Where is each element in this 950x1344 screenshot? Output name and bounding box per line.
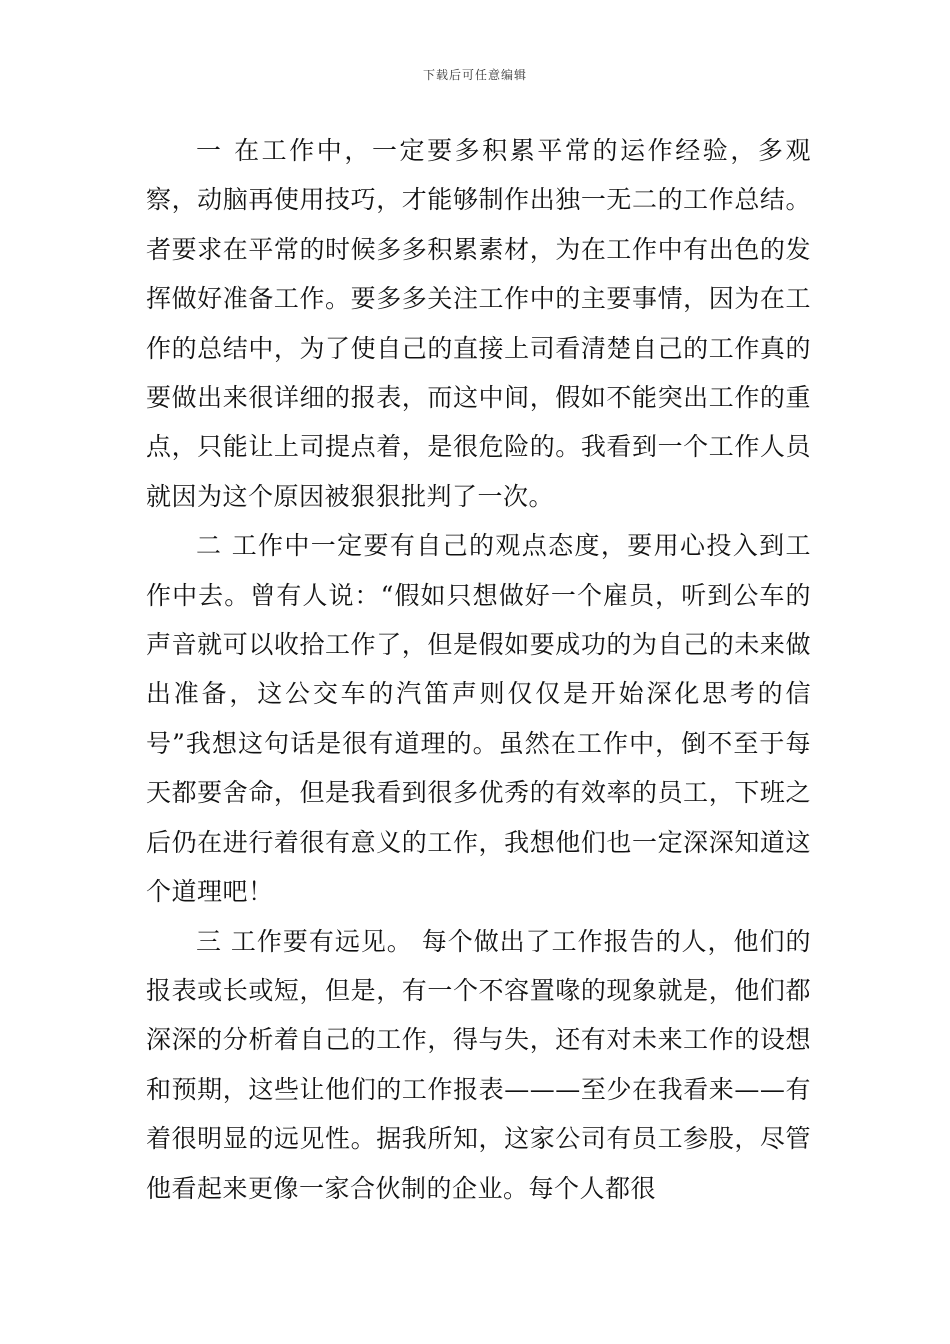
page-header: 下载后可任意编辑 [422, 68, 527, 82]
paragraph-3: 三 工作要有远见。 每个做出了工作报告的人，他们的报表或长或短，但是，有一个不容置喙的现象就是，他们都深深的分析着自己的工作，得与失，还有对未来工作的设想和预期，这些让他们的工作报表———至少在我看来——有着很明显的远见性。据我所知，这家公司有员工参股，尽管他看起来更像一家合伙制的企业。每个人都很 [146, 926, 811, 1203]
paragraph-1: 一 在工作中，一定要多积累平常的运作经验，多观察，动脑再使用技巧，才能够制作出独一无二的工作总结。者要求在平常的时候多多积累素材，为在工作中有出色的发挥做好准备工作。要多多关注工作中的主要事情，因为在工作的总结中，为了使自己的直接上司看清楚自己的工作真的要做出来很详细的报表，而这中间，假如不能突出工作的重点，只能让上司提点着，是很危险的。我看到一个工作人员就因为这个原因被狠狠批判了一次。 [146, 136, 811, 511]
paragraph-2: 二 工作中一定要有自己的观点态度，要用心投入到工作中去。曾有人说：“假如只想做好一个雇员，听到公车的声音就可以收拾工作了，但是假如要成功的为自己的未来做出准备，这公交车的汽笛声则仅仅是开始深化思考的信号”我想这句话是很有道理的。虽然在工作中，倒不至于每天都要舍命，但是我看到很多优秀的有效率的员工，下班之后仍在进行着很有意义的工作，我想他们也一定深深知道这个道理吧！ [146, 531, 811, 907]
document-body [146, 126, 811, 1213]
